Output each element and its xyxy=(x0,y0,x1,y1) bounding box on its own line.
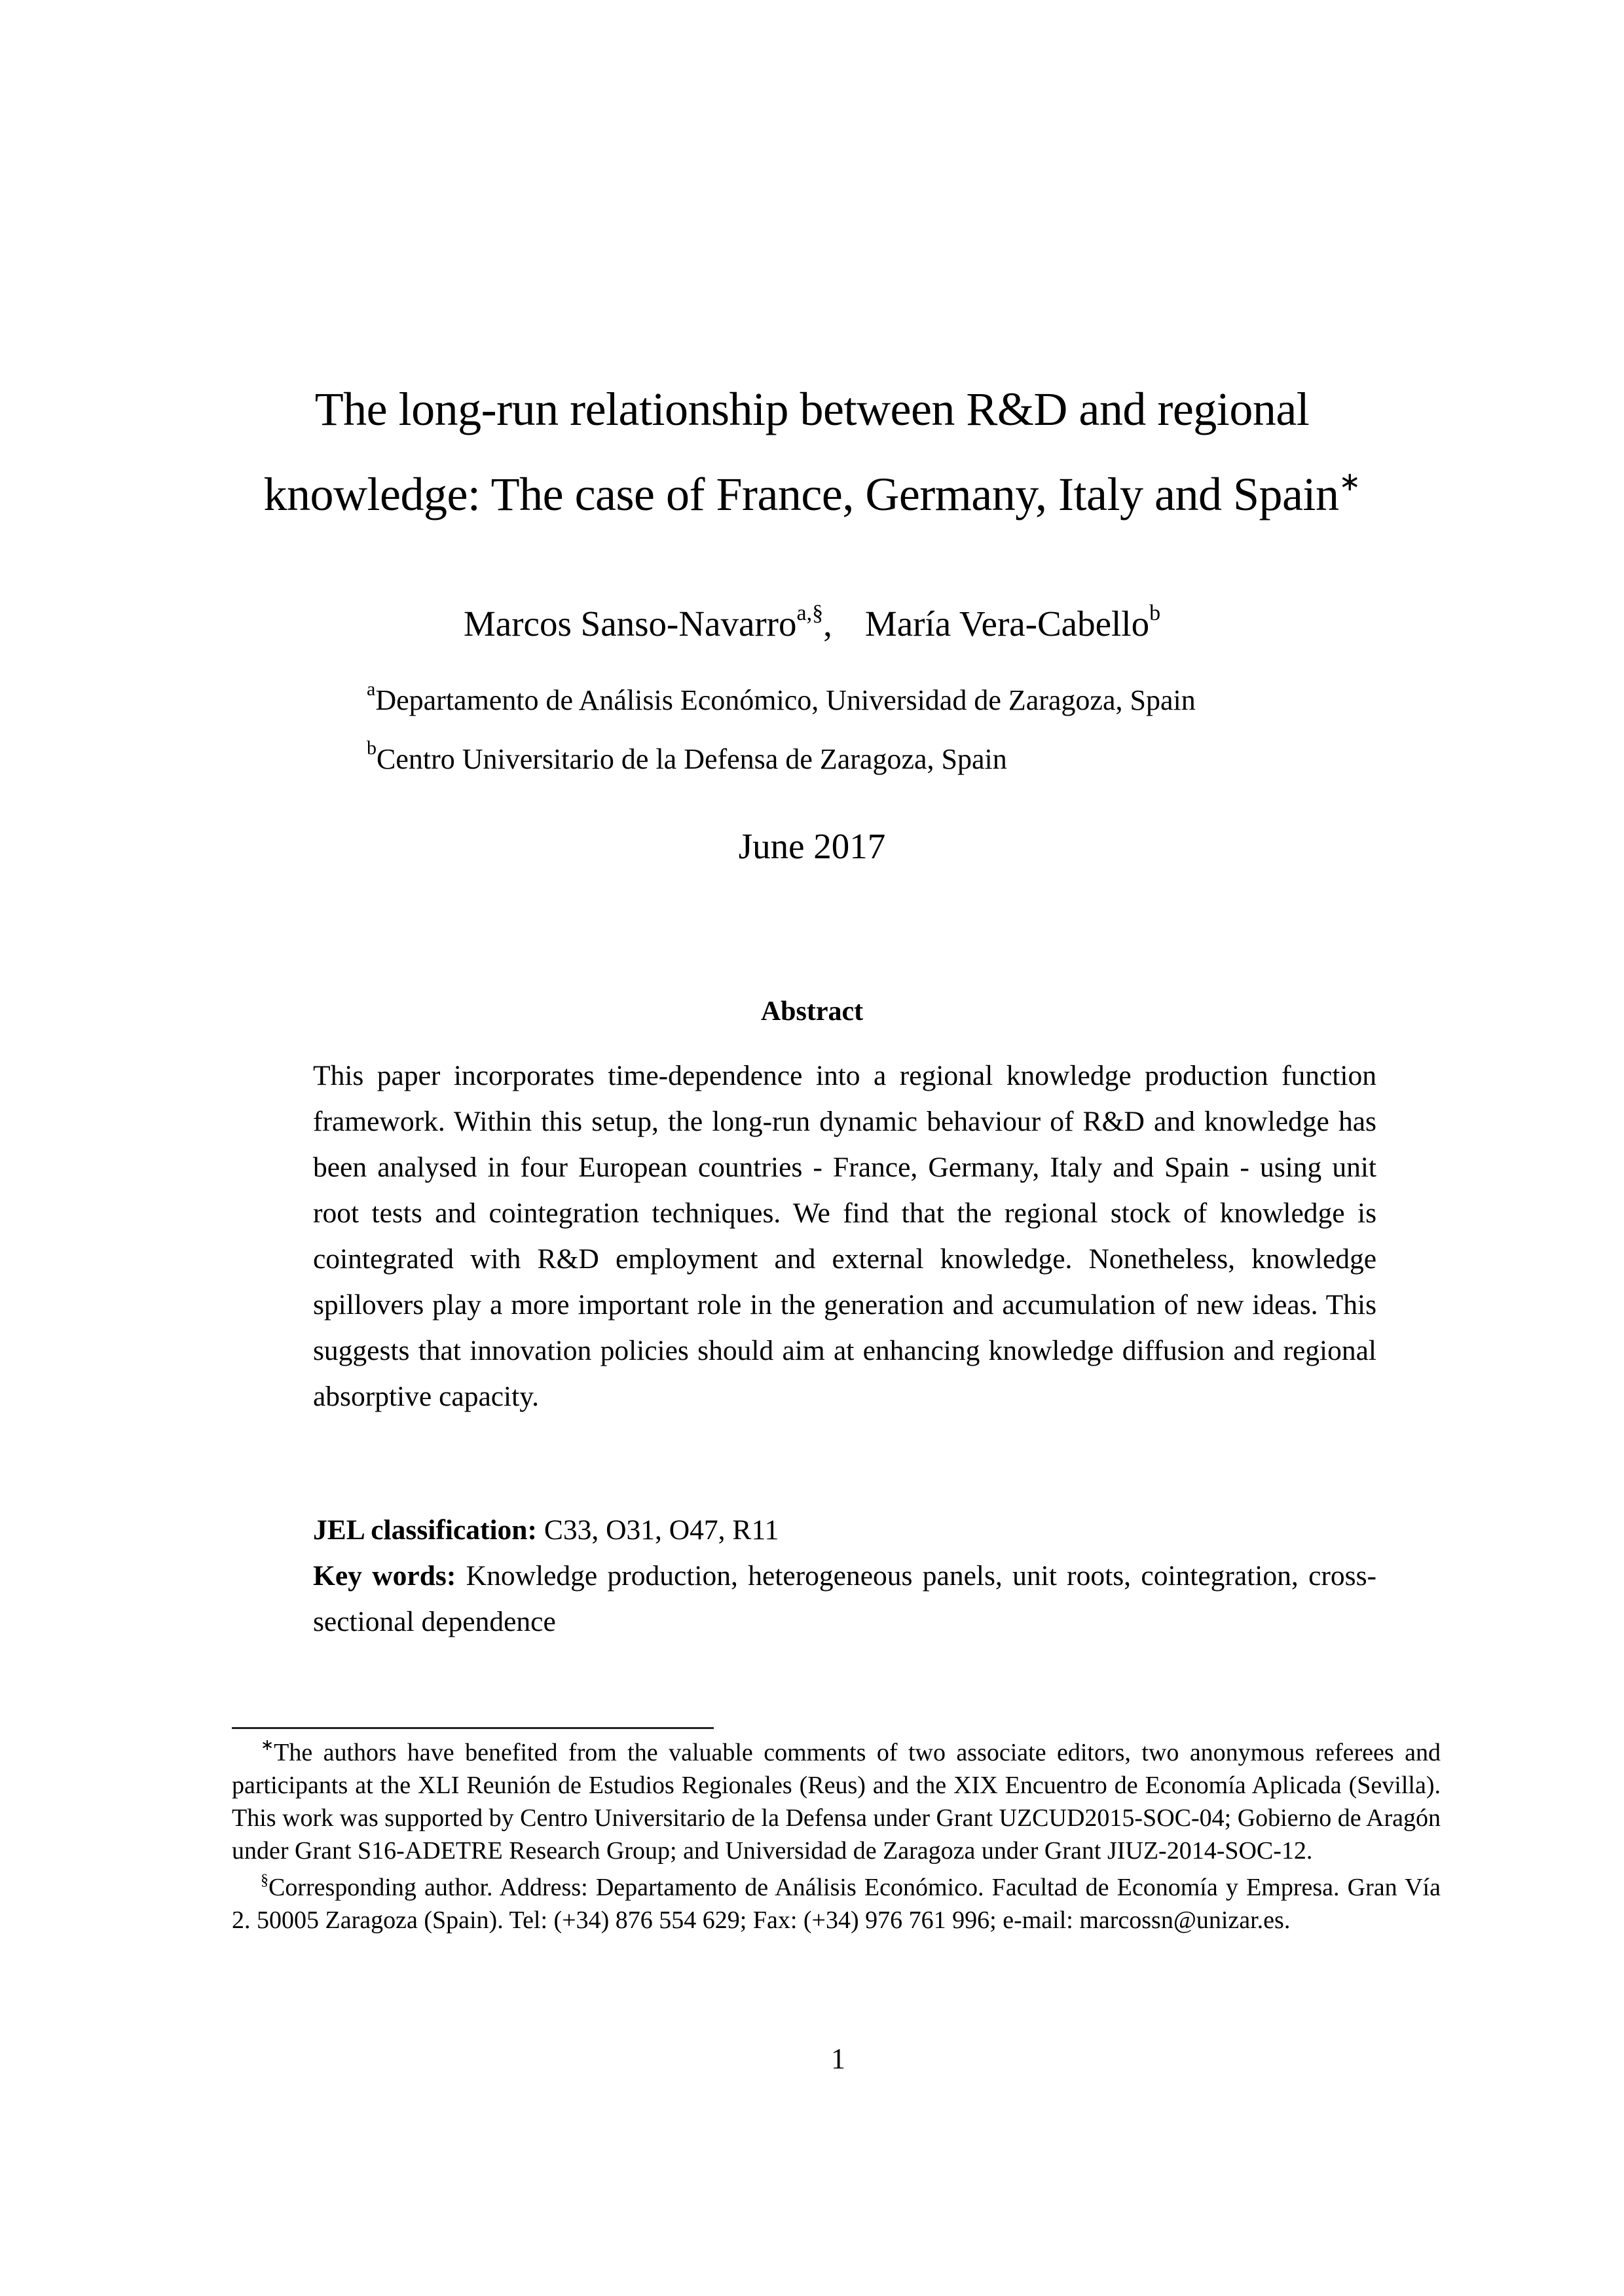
paper-title xyxy=(236,367,1388,537)
author-separator: , xyxy=(823,604,832,644)
author-name: María Vera-Cabello xyxy=(864,604,1150,644)
title-line-2-text: knowledge: The case of France, Germany, Italy and Spain xyxy=(263,468,1339,520)
title-line-2 xyxy=(236,452,1388,537)
keywords-text: Knowledge production, heterogeneous panels, unit roots, cointegration, cross-sectional dependence xyxy=(313,1560,1376,1637)
affiliation-text: Centro Universitario de la Defensa de Zaragoza, Spain xyxy=(377,743,1007,775)
affiliation-text: Departamento de Análisis Económico, Universidad de Zaragoza, Spain xyxy=(375,684,1196,716)
footnote-corresponding-author xyxy=(232,1871,1441,1937)
abstract-heading: Abstract xyxy=(760,996,864,1027)
keywords xyxy=(313,1553,1376,1645)
author-affiliation-mark: b xyxy=(1149,601,1161,625)
footnote-text: Corresponding author. Address: Departamento de Análisis Económico. Facultad de Economía y Empresa. Gran Vía 2. 50005 Zaragoza (Spain). Tel: (+34) 876 554 629; Fax: (+34) 976 761 996; e-mail: marcossn@unizar.es. xyxy=(232,1874,1441,1934)
footnote-text: The authors have benefited from the valuable comments of two associate editors, two anonymous referees and participants at the XLI Reunión de Estudios Regionales (Reus) and the XIX Encuentro de Economía Aplicada (Sevilla). This work was supported by Centro Universitario de la Defensa under Grant UZCUD2015-SOC-04; Gobierno de Aragón under Grant S16-ADETRE Research Group; and Universidad de Zaragoza under Grant JIUZ-2014-SOC-12. xyxy=(232,1739,1441,1865)
abstract-body: This paper incorporates time-dependence into a regional knowledge production function framework. Within this setup, the long-run dynamic behaviour of R&D and knowledge has been analysed in four European countries - France, Germany, Italy and Spain - using unit root tests and cointegration techniques. We find that the regional stock of knowledge is cointegrated with R&D employment and external knowledge. Nonetheless, knowledge spillovers play a more important role in the generation and accumulation of new ideas. This suggests that innovation policies should aim at enhancing knowledge diffusion and regional absorptive capacity. xyxy=(313,1060,1376,1412)
author-affiliation-mark: a,§ xyxy=(796,601,824,625)
author-list xyxy=(236,601,1388,647)
affiliation-a xyxy=(367,678,1196,720)
footnote-acknowledgements xyxy=(232,1736,1441,1867)
title-line-1: The long-run relationship between R&D and regional xyxy=(314,383,1310,435)
page-number: 1 xyxy=(831,2043,845,2075)
footnote-mark: § xyxy=(261,1872,268,1889)
affiliation-mark: a xyxy=(367,678,376,700)
footnote-mark: ∗ xyxy=(261,1737,274,1754)
publication-date: June 2017 xyxy=(738,826,886,866)
author-name: Marcos Sanso-Navarro xyxy=(463,604,797,644)
jel-label: JEL classification: xyxy=(313,1514,537,1546)
jel-classification xyxy=(313,1507,1376,1553)
jel-codes: C33, O31, O47, R11 xyxy=(544,1514,779,1546)
title-footnote-mark: ∗ xyxy=(1338,467,1361,496)
footnotes xyxy=(232,1736,1441,1941)
affiliation-b xyxy=(367,737,1007,779)
keywords-label: Key words: xyxy=(313,1560,456,1592)
footnote-divider xyxy=(232,1727,714,1729)
affiliation-mark: b xyxy=(367,737,377,759)
